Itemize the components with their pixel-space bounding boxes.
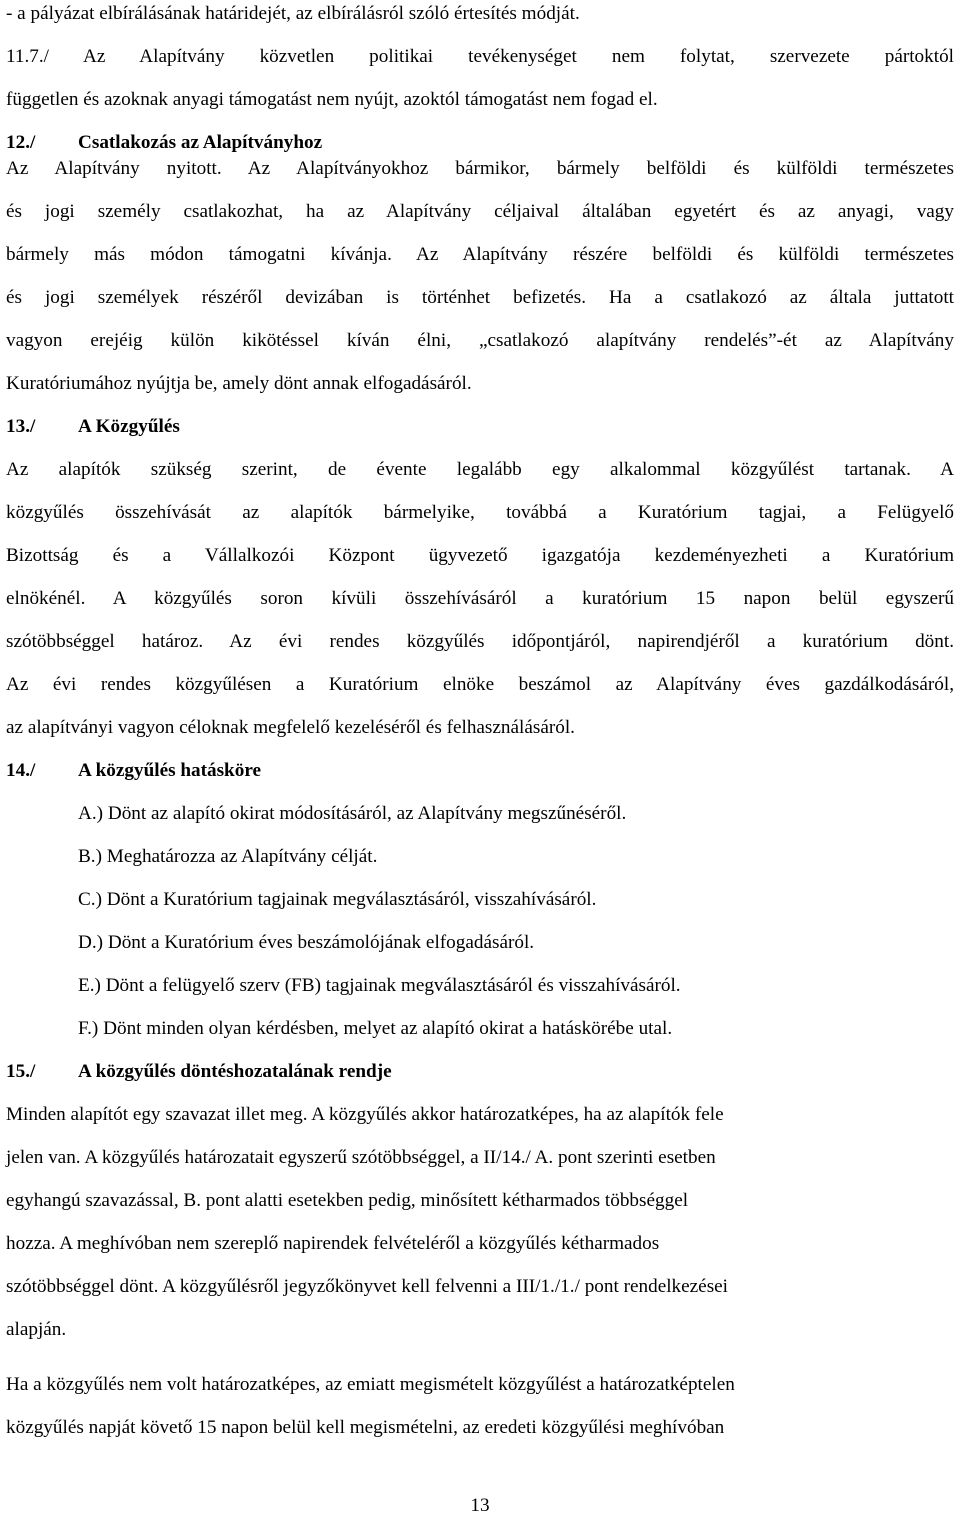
section-heading-14: [6, 759, 954, 783]
text-line: alapján.: [6, 1319, 67, 1340]
text-line: és jogi személyek részéről devizában is történhet befizetés. Ha a csatlakozó az általa juttatott: [6, 287, 954, 308]
text-line: Kuratóriumához nyújtja be, amely dönt annak elfogadásáról.: [6, 373, 472, 394]
text-line: elnökénél. A közgyűlés soron kívüli összehívásáról a kuratórium 15 napon belül egyszerű: [6, 588, 954, 609]
text-line: 11.7./ Az Alapítvány közvetlen politikai tevékenységet nem folytat, szervezete pártoktól: [6, 46, 954, 67]
text-line: Az évi rendes közgyűlésen a Kuratórium elnöke beszámol az Alapítvány éves gazdálkodásáról,: [6, 674, 954, 695]
text-line: bármely más módon támogatni kívánja. Az Alapítvány részére belföldi és külföldi természetes: [6, 244, 954, 265]
text-line: Az Alapítvány nyitott. Az Alapítványokhoz bármikor, bármely belföldi és külföldi természetes: [6, 158, 954, 179]
page-number: 13: [470, 1495, 490, 1516]
text-line: közgyűlés összehívását az alapítók bármelyike, továbbá a Kuratórium tagjai, a Felügyelő: [6, 502, 954, 523]
section-heading-13: [6, 415, 954, 439]
text-line: - a pályázat elbírálásának határidejét, az elbírálásról szóló értesítés módját.: [6, 3, 580, 24]
text-line: az alapítványi vagyon céloknak megfelelő kezeléséről és felhasználásáról.: [6, 717, 575, 738]
text-line: jelen van. A közgyűlés határozatait egyszerű szótöbbséggel, a II/14./ A. pont szerinti esetben: [6, 1147, 716, 1168]
section-heading-15: [6, 1060, 954, 1084]
text-line: Bizottság és a Vállalkozói Központ ügyvezető igazgatója kezdeményezheti a Kuratórium: [6, 545, 954, 566]
list-item: B.) Meghatározza az Alapítvány célját.: [78, 846, 378, 867]
text-line: független és azoknak anyagi támogatást nem nyújt, azoktól támogatást nem fogad el.: [6, 89, 658, 110]
text-line: Ha a közgyűlés nem volt határozatképes, az emiatt megismételt közgyűlést a határozatképtelen: [6, 1374, 735, 1395]
section-number: 14./: [6, 760, 36, 781]
section-heading-12: [6, 131, 954, 155]
list-item: A.) Dönt az alapító okirat módosításáról, az Alapítvány megszűnéséről.: [78, 803, 627, 824]
text-line: és jogi személy csatlakozhat, ha az Alapítvány céljaival általában egyetért és az anyagi, vagy: [6, 201, 954, 222]
list-item: D.) Dönt a Kuratórium éves beszámolójának elfogadásáról.: [78, 932, 535, 953]
section-title: Csatlakozás az Alapítványhoz: [78, 132, 323, 153]
section-title: A Közgyűlés: [78, 416, 180, 437]
list-item: C.) Dönt a Kuratórium tagjainak megválasztásáról, visszahívásáról.: [78, 889, 597, 910]
text-line: szótöbbséggel dönt. A közgyűlésről jegyzőkönyvet kell felvenni a III/1./1./ pont rendelkezései: [6, 1276, 729, 1297]
list-item: E.) Dönt a felügyelő szerv (FB) tagjainak megválasztásáról és visszahívásáról.: [78, 975, 681, 996]
text-line: vagyon erejéig külön kikötéssel kíván élni, „csatlakozó alapítvány rendelés”-ét az Alapítvány: [6, 330, 954, 351]
section-title: A közgyűlés döntéshozatalának rendje: [78, 1061, 392, 1082]
text-line: Minden alapítót egy szavazat illet meg. A közgyűlés akkor határozatképes, ha az alapítók fele: [6, 1104, 724, 1125]
text-line: egyhangú szavazással, B. pont alatti esetekben pedig, minősített kétharmados többséggel: [6, 1190, 689, 1211]
section-number: 12./: [6, 132, 36, 153]
text-line: szótöbbséggel határoz. Az évi rendes közgyűlés időpontjáról, napirendjéről a kuratórium dönt.: [6, 631, 954, 652]
text-line: Az alapítók szükség szerint, de évente legalább egy alkalommal közgyűlést tartanak. A: [6, 459, 954, 480]
section-number: 13./: [6, 416, 36, 437]
text-line: közgyűlés napját követő 15 napon belül kell megismételni, az eredeti közgyűlési meghívóban: [6, 1417, 725, 1438]
section-number: 15./: [6, 1061, 36, 1082]
section-title: A közgyűlés hatásköre: [78, 760, 262, 781]
list-item: F.) Dönt minden olyan kérdésben, melyet az alapító okirat a hatáskörébe utal.: [78, 1018, 673, 1039]
text-line: hozza. A meghívóban nem szereplő napirendek felvételéről a közgyűlés kétharmados: [6, 1233, 660, 1254]
